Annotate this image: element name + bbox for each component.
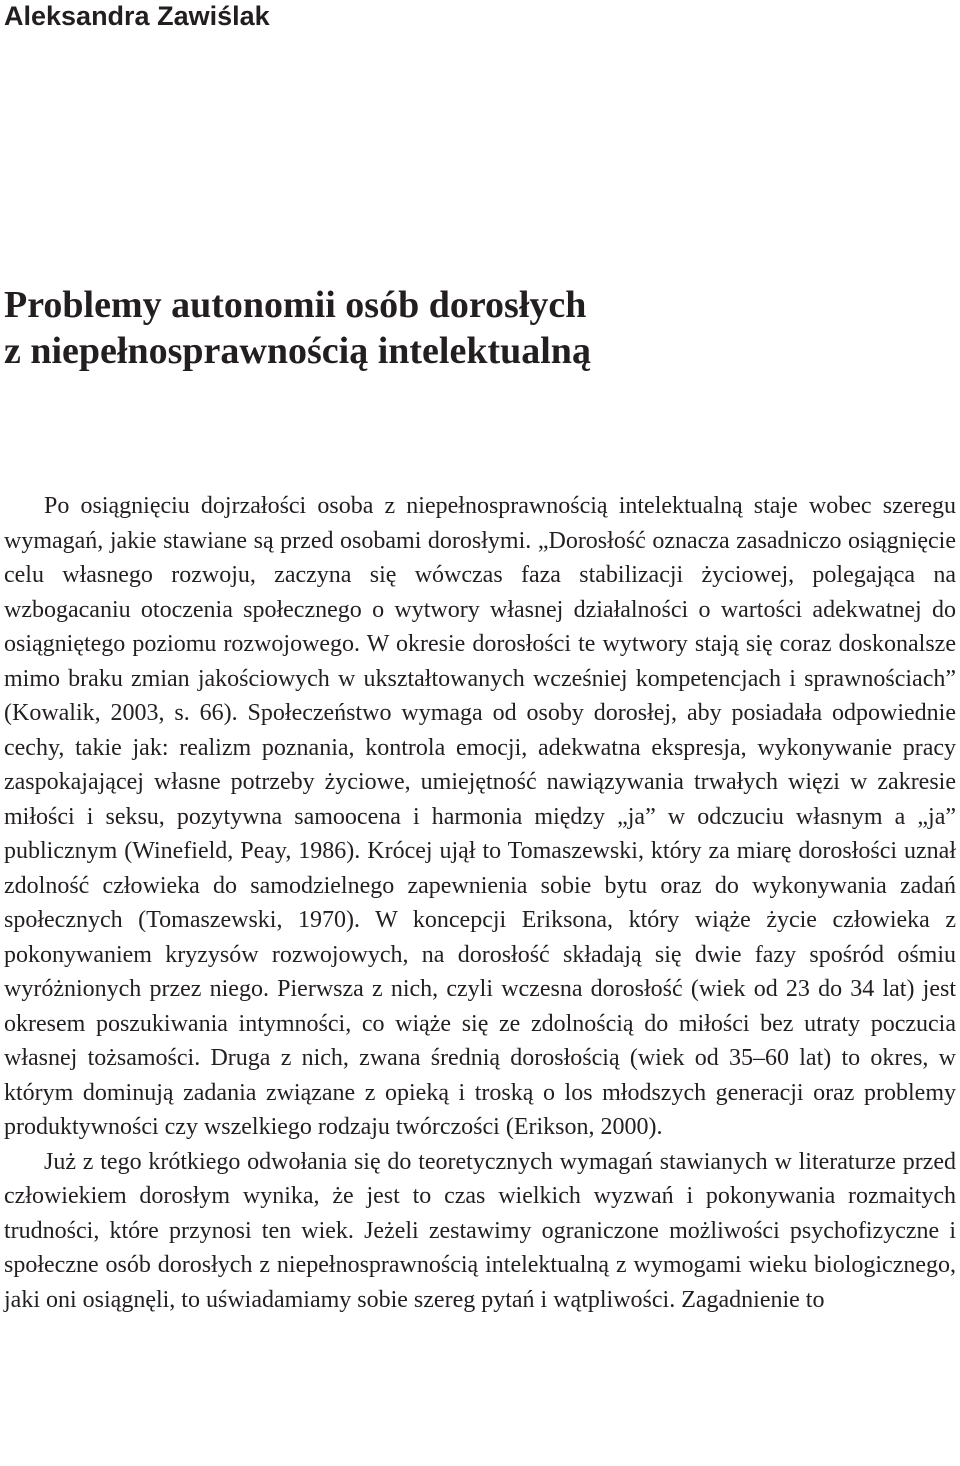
title-line-1: Problemy autonomii osób dorosłych <box>4 284 587 326</box>
paragraph-2: Już z tego krótkiego odwołania się do teoretycznych wymagań stawianych w literaturze przed człowiekiem dorosłym wynika, że jest to czas wielkich wyzwań i pokonywania rozmaitych trudności, które przynosi ten wiek. Jeżeli zestawimy ograniczone możliwości psychofizyczne i społeczne osób dorosłych z niepełnosprawnością intelektualną z wymogami wieku biologicznego, jaki oni osiągnęli, to uświadamiamy sobie szereg pytań i wątpliwości. Zagadnienie to <box>4 1148 956 1313</box>
article-title <box>4 282 944 374</box>
title-line-2: z niepełnosprawnością intelektualną <box>4 330 591 372</box>
author-name: Aleksandra Zawiślak <box>4 1 270 31</box>
article-body <box>4 489 956 1317</box>
paragraph-1: Po osiągnięciu dojrzałości osoba z niepełnosprawnością intelektualną staje wobec szeregu wymagań, jakie stawiane są przed osobami dorosłymi. „Dorosłość oznacza zasadniczo osiągnięcie celu własnego rozwoju, zaczyna się wówczas faza stabilizacji życiowej, polegająca na wzbogacaniu otoczenia społecznego o wytwory własnej działalności o wartości adekwatnej do osiągniętego poziomu rozwojowego. W okresie dorosłości te wytwory stają się coraz doskonalsze mimo braku zmian jakościowych w ukształtowanych wcześniej kompetencjach i sprawnościach” (Kowalik, 2003, s. 66). Społeczeństwo wymaga od osoby dorosłej, aby posiadała odpowiednie cechy, takie jak: realizm poznania, kontrola emocji, adekwatna ekspresja, wykonywanie pracy zaspokajającej własne potrzeby życiowe, umiejętność nawiązywania trwałych więzi w zakresie miłości i seksu, pozytywna samoocena i harmonia między „ja” w odczuciu własnym a „ja” publicznym (Winefield, Peay, 1986). Krócej ujął to Tomaszewski, który za miarę dorosłości uznał zdolność człowieka do samodzielnego zapewnienia sobie bytu oraz do wykonywania zadań społecznych (Tomaszewski, 1970). W koncepcji Eriksona, który wiąże życie człowieka z pokonywaniem kryzysów rozwojowych, na dorosłość składają się dwie fazy spośród ośmiu wyróżnionych przez niego. Pierwsza z nich, czyli wczesna dorosłość (wiek od 23 do 34 lat) jest okresem poszukiwania intymności, co wiąże się ze zdolnością do miłości bez utraty poczucia własnej tożsamości. Druga z nich, zwana średnią dorosłością (wiek od 35–60 lat) to okres, w którym dominują zadania związane z opieką i troską o los młodszych generacji oraz problemy produktywności czy wszelkiego rodzaju twórczości (Erikson, 2000). <box>4 493 956 1140</box>
